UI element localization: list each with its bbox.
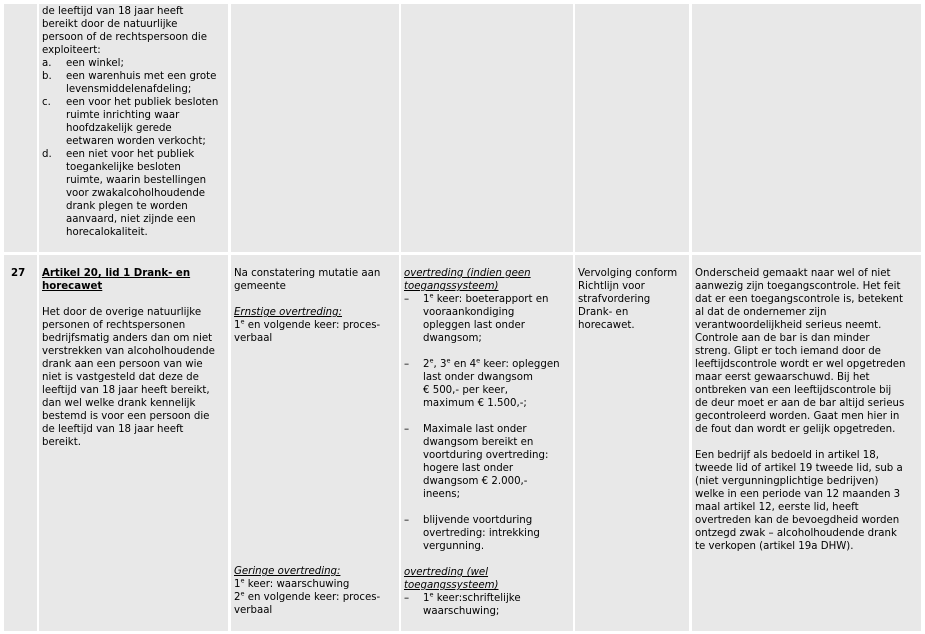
prosecution-line: Drank- en [578, 307, 629, 318]
gemeente-intro: Na constatering mutatie aan [234, 268, 381, 279]
sanction-heading-no-system: toegangssysteem) [404, 281, 499, 292]
article-body-line: niet is vastgesteld dat deze de [42, 372, 199, 383]
list-marker-c: c. [42, 97, 51, 108]
article-body-line: drank aan een persoon van wie [42, 359, 203, 370]
notes-line: Een bedrijf als bedoeld in artikel 18, [695, 450, 879, 461]
notes-line: welke in een periode van 12 maanden 3 [695, 489, 901, 500]
list-item-c: hoofdzakelijk gerede [66, 123, 172, 134]
list-item-c: eetwaren worden verkocht; [66, 136, 206, 147]
notes-line: Onderscheid gemaakt naar wel of niet [695, 268, 891, 279]
dash-bullet: – [404, 515, 410, 526]
sanction-item-line: vooraankondiging [423, 307, 515, 318]
list-marker-d: d. [42, 149, 52, 160]
notes-line: ontzegd zwak – alcoholhoudende drank [695, 528, 897, 539]
sanction-heading-no-system: overtreding (indien geen [404, 268, 531, 279]
notes-line: de deur moet er aan de bar altijd serieus [695, 398, 905, 409]
notes-line: tweede lid of artikel 19 tweede lid, sub a [695, 463, 903, 474]
notes-line: verantwoordelijkheid serieus neemt. [695, 320, 882, 331]
cell-prosecution [575, 255, 689, 631]
row-number: 27 [11, 268, 26, 279]
prosecution-line: Vervolging conform [578, 268, 678, 279]
article-title: horecawet [42, 281, 103, 292]
sanction-item-line: dwangsom bereikt en [423, 437, 534, 448]
sanction-item-line: waarschuwing; [423, 606, 500, 617]
sanction-item-line: opleggen last onder [423, 320, 525, 331]
list-item-d: toegankelijke besloten [66, 162, 181, 173]
sanction-item-line: dwangsom € 2.000,- [423, 476, 528, 487]
sanction-item-line: Maximale last onder [423, 424, 527, 435]
sanction-item-line: voortduring overtreding: [423, 450, 549, 461]
article-body-line: bereikt. [42, 437, 81, 448]
list-item-b: een warenhuis met een grote [66, 71, 217, 82]
serious-offence-heading: Ernstige overtreding: [234, 307, 343, 318]
minor-offence-line: 1e keer: waarschuwing [234, 576, 350, 590]
sanction-item-line: 1e keer: boeterapport en [423, 291, 549, 305]
cell-top-sanctions [401, 4, 573, 252]
serious-offence-line: 1e en volgende keer: proces- [234, 317, 381, 331]
list-item-d: drank plegen te worden [66, 201, 188, 212]
notes-line: te verkopen (artikel 19a DHW). [695, 541, 854, 552]
list-marker-a: a. [42, 58, 52, 69]
top-text-line: persoon of de rechtspersoon die [42, 32, 207, 43]
list-item-b: levensmiddelenafdeling; [66, 84, 192, 95]
top-text-line: bereikt door de natuurlijke [42, 19, 178, 30]
cell-row-number [4, 255, 37, 631]
dash-bullet: – [404, 424, 410, 435]
cell-top-notes [692, 4, 921, 252]
notes-line: maar eerst gewaarschuwd. Bij het [695, 372, 870, 383]
sanction-heading-with-system: overtreding (wel [404, 567, 489, 578]
notes-line: maal artikel 12, eerste lid, heeft [695, 502, 859, 513]
cell-gemeente [231, 255, 399, 631]
sanction-item-line: € 500,- per keer, [423, 385, 508, 396]
sanction-item-line: 2e, 3e en 4e keer: opleggen [423, 356, 560, 370]
notes-line: aanwezig zijn toegangscontrole. Het feit [695, 281, 901, 292]
minor-offence-line: verbaal [234, 605, 273, 616]
sanction-item-line: dwangsom; [423, 333, 482, 344]
list-marker-b: b. [42, 71, 52, 82]
article-body-line: personen of rechtspersonen [42, 320, 186, 331]
article-body-line: verstrekken van alcoholhoudende [42, 346, 215, 357]
sanction-item-line: blijvende voortduring [423, 515, 533, 526]
cell-top-prosecution [575, 4, 689, 252]
prosecution-line: horecawet. [578, 320, 635, 331]
article-body-line: Het door de overige natuurlijke [42, 307, 202, 318]
gemeente-intro: gemeente [234, 281, 286, 292]
sanction-heading-with-system: toegangssysteem) [404, 580, 499, 591]
article-body-line: bedrijfsmatig anders dan om niet [42, 333, 213, 344]
prosecution-line: Richtlijn voor [578, 281, 645, 292]
sanction-item-line: hogere last onder [423, 463, 514, 474]
cell-article [39, 255, 228, 631]
minor-offence-heading: Geringe overtreding: [234, 566, 341, 577]
notes-line: dat er een toegangscontrole is, betekent [695, 294, 903, 305]
sanction-item-line: last onder dwangsom [423, 372, 533, 383]
article-body-line: dan wel welke drank kennelijk [42, 398, 196, 409]
article-body-line: bestemd is voor een persoon die [42, 411, 210, 422]
list-item-c: ruimte inrichting waar [66, 110, 180, 121]
notes-line: streng. Glipt er toch iemand door de [695, 346, 881, 357]
top-text-line: de leeftijd van 18 jaar heeft [42, 6, 184, 17]
sanction-item-line: 1e keer:schriftelijke [423, 590, 521, 604]
sanction-item-line: overtreding: intrekking [423, 528, 540, 539]
list-item-d: aanvaard, niet zijnde een [66, 214, 196, 225]
notes-line: ontbreken van een leeftijdscontrole bij [695, 385, 892, 396]
list-item-d: voor zwakalcoholhoudende [66, 188, 206, 199]
dash-bullet: – [404, 294, 410, 305]
cell-top-number [4, 4, 37, 252]
cell-top-gemeente [231, 4, 399, 252]
serious-offence-line: verbaal [234, 333, 273, 344]
list-item-d: een niet voor het publiek [66, 149, 195, 160]
notes-line: gecontroleerd worden. Gaat men hier in [695, 411, 900, 422]
notes-line: (niet vergunningplichtige bedrijven) [695, 476, 879, 487]
notes-line: leeftijdscontrole wordt er wel opgetreden [695, 359, 906, 370]
list-item-c: een voor het publiek besloten [66, 97, 219, 108]
article-body-line: leeftijd van 18 jaar heeft bereikt, [42, 385, 210, 396]
article-title: Artikel 20, lid 1 Drank- en [42, 268, 191, 279]
sanction-item-line: ineens; [423, 489, 461, 500]
list-item-d: horecalokaliteit. [66, 227, 148, 238]
prosecution-line: strafvordering [578, 294, 651, 305]
list-item-a: een winkel; [66, 58, 124, 69]
top-text-line: exploiteert: [42, 45, 101, 56]
sanction-item-line: maximum € 1.500,-; [423, 398, 527, 409]
notes-line: al dat de ondernemer zijn [695, 307, 827, 318]
cell-top-article [39, 4, 228, 252]
notes-line: de fout dan wordt er gelijk opgetreden. [695, 424, 896, 435]
cell-notes [692, 255, 921, 631]
dash-bullet: – [404, 359, 410, 370]
dash-bullet: – [404, 593, 410, 604]
minor-offence-line: 2e en volgende keer: proces- [234, 589, 381, 603]
sanction-item-line: vergunning. [423, 541, 485, 552]
notes-line: overtreden kan de bevoegdheid worden [695, 515, 900, 526]
notes-line: Controle aan de bar is dan minder [695, 333, 870, 344]
article-body-line: de leeftijd van 18 jaar heeft [42, 424, 184, 435]
list-item-d: ruimte, waarin bestellingen [66, 175, 207, 186]
cell-sanctions [401, 255, 573, 631]
